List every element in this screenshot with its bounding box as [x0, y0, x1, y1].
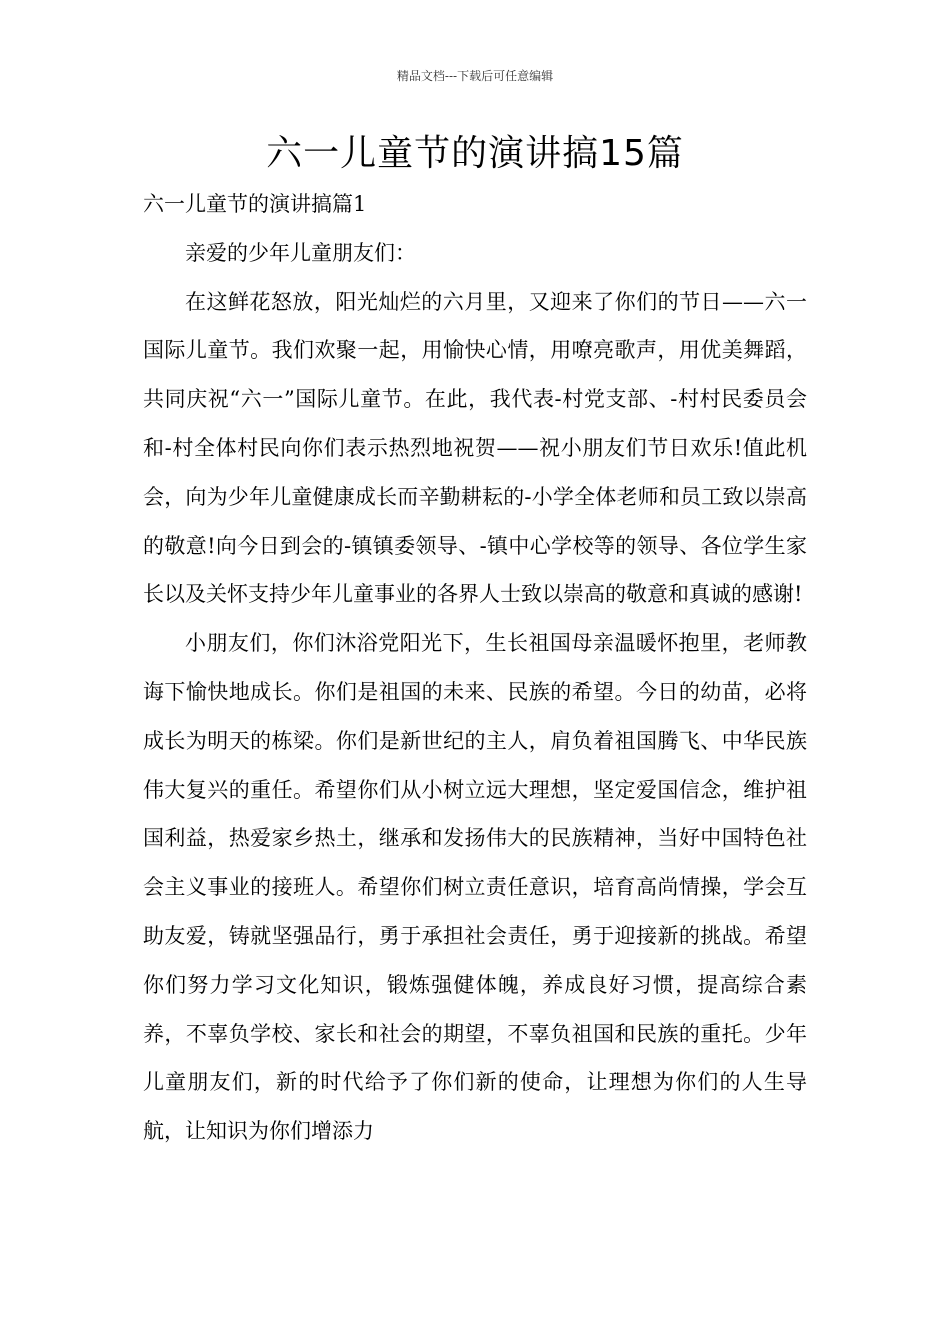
section-heading: 六一儿童节的演讲搞篇1 [143, 192, 367, 216]
header-note: 精品文档---下载后可任意编辑 [396, 69, 554, 83]
document-body [143, 180, 807, 1156]
document-title: 六一儿童节的演讲搞15篇 [266, 133, 684, 174]
body-paragraph: 小朋友们，你们沐浴党阳光下，生长祖国母亲温暖怀抱里，老师教诲下愉快地成长。你们是祖国的未来、民族的希望。今日的幼苗，必将成长为明天的栋梁。你们是新世纪的主人，肩负着祖国腾飞、中华民族伟大复兴的重任。希望你们从小树立远大理想，坚定爱国信念，维护祖国利益，热爱家乡热土，继承和发扬伟大的民族精神，当好中国特色社会主义事业的接班人。希望你们树立责任意识，培育高尚情操，学会互助友爱，铸就坚强品行，勇于承担社会责任，勇于迎接新的挑战。希望你们努力学习文化知识，锻炼强健体魄，养成良好习惯，提高综合素养，不辜负学校、家长和社会的期望，不辜负祖国和民族的重托。少年儿童朋友们，新的时代给予了你们新的使命，让理想为你们的人生导航，让知识为你们增添力 [143, 631, 807, 1144]
greeting-paragraph: 亲爱的少年儿童朋友们： [185, 240, 416, 265]
body-paragraph: 在这鲜花怒放，阳光灿烂的六月里，又迎来了你们的节日——六一国际儿童节。我们欢聚一起，用愉快心情，用嘹亮歌声，用优美舞蹈，共同庆祝“六一”国际儿童节。在此，我代表-村党支部、-村村民委员会和-村全体村民向你们表示热烈地祝贺——祝小朋友们节日欢乐!值此机会，向为少年儿童健康成长而辛勤耕耘的-小学全体老师和员工致以崇高的敬意!向今日到会的-镇镇委领导、-镇中心学校等的领导、各位学生家长以及关怀支持少年儿童事业的各界人士致以崇高的敬意和真诚的感谢! [143, 289, 807, 607]
